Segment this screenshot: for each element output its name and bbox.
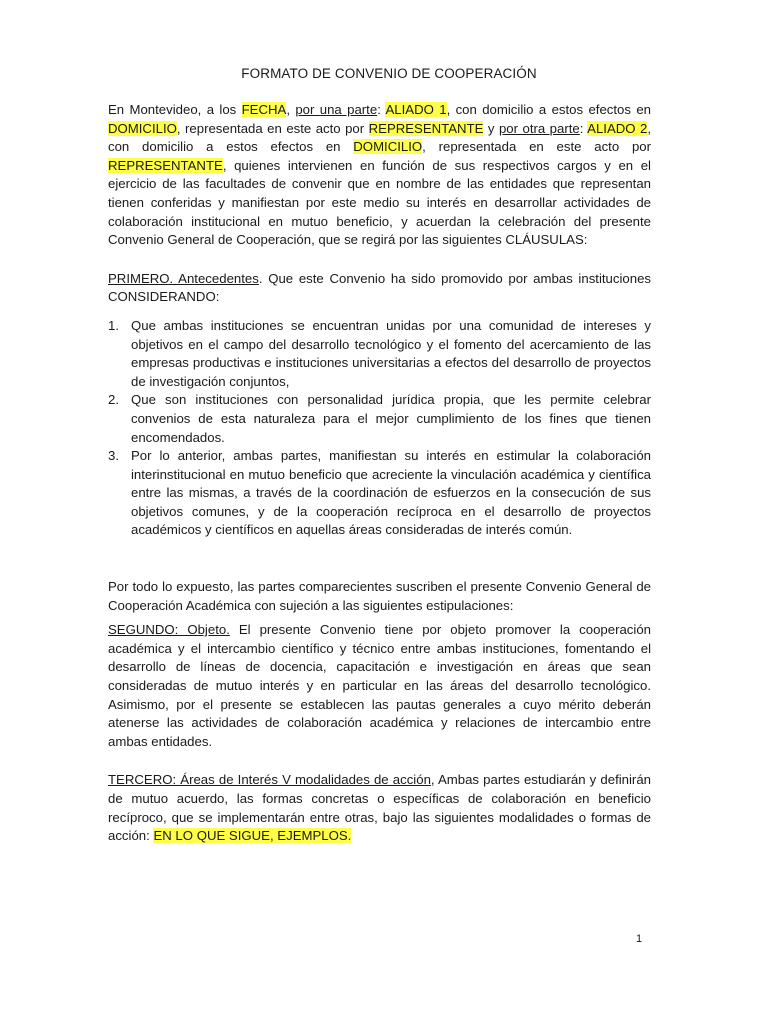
primero-text: . Que este Convenio ha sido promovido por ambas instituciones CONSIDERANDO: [108,270,652,305]
expuesto-paragraph: Por todo lo expuesto, las partes comparecientes suscriben el presente Convenio General de Cooperación Académica con sujeción a las siguientes estipulaciones: [108,579,651,613]
intro-text: : [579,120,588,136]
placeholder-domicilio-2: DOMICILIO [353,139,423,155]
list-item [108,391,651,447]
intro-text: , representada en este acto por [176,120,369,136]
segundo-paragraph [108,621,651,751]
list-item [108,317,651,391]
list-item-number: 2. [108,392,119,408]
underlined-por-una-parte: por una parte [295,102,378,117]
intro-text: , quienes intervienen en función de sus respectivos cargos y en el ejercicio de las facultades de convenir que en nombre de las entidades que representan tienen conferidas y manifiestan por este medio su interés en desarrollar actividades de colaboración institucional en mutuo beneficio, y acuerdan la celebración del presente Convenio General de Cooperación, que se regirá por las siguientes CLÁUSULAS: [108,157,651,248]
considerandos-list [108,317,651,540]
list-item-text: Que ambas instituciones se encuentran unidas por una comunidad de intereses y objetivos en el campo del desarrollo tecnológico y el fomento del acercamiento de las empresas productivas e instituciones universitarias a efectos del desarrollo de proyectos de investigación conjuntos, [131,317,651,389]
tercero-text: , Ambas partes estudiarán y definirán de mutuo acuerdo, las formas concretas o específicas de colaboración en beneficio recíproco, que se implementarán entre otras, bajo las siguientes modalidades o formas de acción: [108,772,651,844]
placeholder-representante-1: REPRESENTANTE [368,120,484,136]
intro-text: En Montevideo, a los [108,102,242,117]
intro-text: , con domicilio a estos efectos en [108,120,651,155]
primero-heading: PRIMERO. Antecedentes [108,270,259,286]
placeholder-aliado-1: ALIADO 1 [385,102,447,117]
intro-text: , con domicilio a estos efectos en [446,102,651,117]
list-item-text: Por lo anterior, ambas partes, manifiestan su interés en estimular la colaboración interinstitucional en mutuo beneficio que acreciente la vinculación académica y científica entre las mismas, a través de la coordinación de esfuerzos en la consecución de sus objetivos comunes, y de la cooperación recíproca en el desarrollo de proyectos académicos y científicos en aquellas áreas consideradas de interés común. [131,448,651,538]
intro-text: , representada en este acto por [422,139,652,155]
underlined-por-otra-parte: por otra parte [498,120,580,136]
segundo-text: El presente Convenio tiene por objeto promover la cooperación académica y el intercambio científico y técnico entre ambas instituciones, fomentando el desarrollo de líneas de docencia, capacitación e investigación en áreas que sean consideradas de mutuo interés y en particular en las áreas del desarrollo tecnológico. Asimismo, por el presente se establecen las pautas generales a cuyo mérito deberán atenerse las actividades de colaboración académica y relaciones de intercambio entre ambas entidades. [108,622,651,749]
tercero-paragraph [108,771,651,845]
intro-text: y [483,120,499,136]
placeholder-fecha: FECHA [241,102,287,117]
segundo-heading: SEGUNDO: Objeto. [108,622,230,638]
list-item [108,447,651,540]
placeholder-aliado-2: ALIADO 2 [587,120,648,136]
tercero-heading: TERCERO: Áreas de Interés V modalidades de acción [108,772,431,788]
page-number: 1 [636,933,643,945]
primero-paragraph [108,270,651,307]
intro-paragraph [108,101,651,250]
intro-text: , [286,102,296,117]
document-body [108,101,651,846]
list-item-number: 3. [108,448,119,464]
placeholder-ejemplos: EN LO QUE SIGUE, EJEMPLOS. [153,828,352,844]
list-item-text: Que son instituciones con personalidad jurídica propia, que les permite celebrar convenios de esta naturaleza para el mejor cumplimiento de los fines que tienen encomendados. [131,392,651,445]
intro-text: : [377,102,386,117]
list-item-number: 1. [108,317,119,333]
placeholder-representante-2: REPRESENTANTE [108,157,223,173]
document-title: FORMATO DE CONVENIO DE COOPERACIÓN [241,66,537,81]
placeholder-domicilio-1: DOMICILIO [108,120,177,136]
